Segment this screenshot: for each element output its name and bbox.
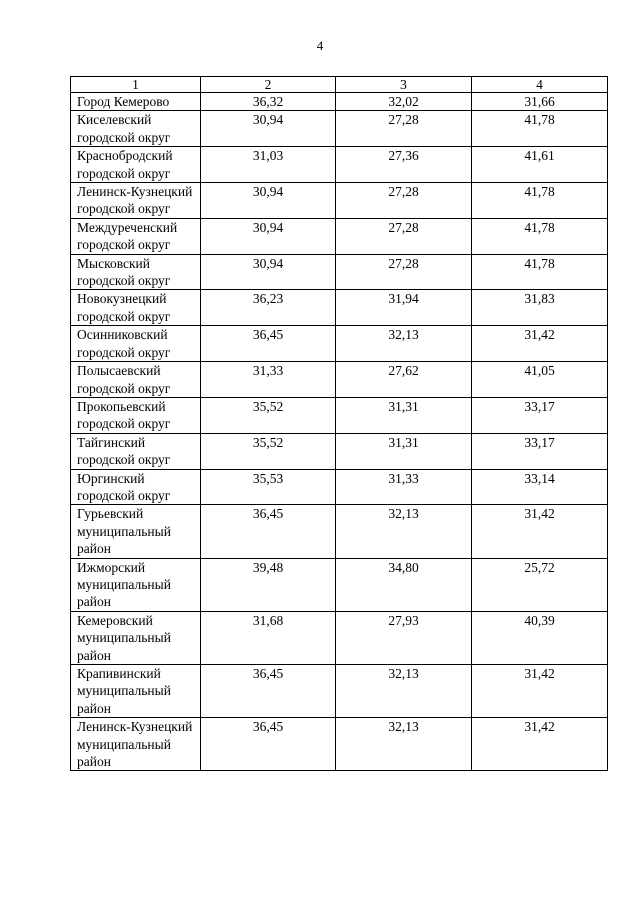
column-header: 1 (71, 77, 201, 93)
table-row (71, 254, 608, 290)
data-table (70, 76, 608, 771)
table-row (71, 183, 608, 219)
row-value-cell-2: 31,33 (201, 362, 336, 398)
column-header: 4 (472, 77, 608, 93)
table-row (71, 665, 608, 718)
row-value-cell-2: 30,94 (201, 254, 336, 290)
row-value-cell-3: 32,13 (336, 718, 472, 771)
row-value-cell-3: 27,93 (336, 611, 472, 664)
row-value-cell-3: 34,80 (336, 558, 472, 611)
row-value-cell-2: 31,68 (201, 611, 336, 664)
row-value-cell-4: 31,83 (472, 290, 608, 326)
row-name-cell: Киселевский городской округ (71, 111, 201, 147)
row-value-cell-4: 41,78 (472, 111, 608, 147)
table-row (71, 218, 608, 254)
row-name-cell: Крапивинский муниципальный район (71, 665, 201, 718)
row-value-cell-2: 30,94 (201, 218, 336, 254)
row-value-cell-2: 36,23 (201, 290, 336, 326)
row-value-cell-2: 36,45 (201, 718, 336, 771)
table-row (71, 433, 608, 469)
row-value-cell-2: 36,45 (201, 505, 336, 558)
table-row (71, 469, 608, 505)
row-value-cell-3: 27,28 (336, 111, 472, 147)
row-value-cell-3: 27,28 (336, 254, 472, 290)
row-name-cell: Ленинск-Кузнецкий городской округ (71, 183, 201, 219)
row-name-cell: Мысковский городской округ (71, 254, 201, 290)
row-value-cell-4: 31,42 (472, 326, 608, 362)
row-value-cell-3: 27,36 (336, 147, 472, 183)
table-row (71, 290, 608, 326)
table-row (71, 505, 608, 558)
row-value-cell-3: 31,31 (336, 433, 472, 469)
row-value-cell-4: 41,78 (472, 218, 608, 254)
row-value-cell-4: 41,05 (472, 362, 608, 398)
row-name-cell: Ленинск-Кузнецкий муниципальный район (71, 718, 201, 771)
table-row (71, 93, 608, 111)
column-header: 2 (201, 77, 336, 93)
row-value-cell-3: 31,33 (336, 469, 472, 505)
row-value-cell-3: 32,13 (336, 326, 472, 362)
row-value-cell-4: 41,78 (472, 254, 608, 290)
row-value-cell-3: 27,28 (336, 183, 472, 219)
row-name-cell: Краснобродский городской округ (71, 147, 201, 183)
table-row (71, 611, 608, 664)
row-value-cell-3: 31,31 (336, 397, 472, 433)
row-name-cell: Прокопьевский городской округ (71, 397, 201, 433)
row-name-cell: Новокузнецкий городской округ (71, 290, 201, 326)
row-name-cell: Полысаевский городской округ (71, 362, 201, 398)
row-value-cell-2: 31,03 (201, 147, 336, 183)
row-value-cell-4: 33,14 (472, 469, 608, 505)
table-row (71, 397, 608, 433)
row-name-cell: Город Кемерово (71, 93, 201, 111)
row-value-cell-2: 35,52 (201, 397, 336, 433)
row-value-cell-4: 31,42 (472, 665, 608, 718)
row-value-cell-2: 36,32 (201, 93, 336, 111)
page-number: 4 (316, 38, 324, 53)
row-value-cell-4: 40,39 (472, 611, 608, 664)
row-name-cell: Тайгинский городской округ (71, 433, 201, 469)
row-name-cell: Осинниковский городской округ (71, 326, 201, 362)
table-header-row (71, 77, 608, 93)
row-value-cell-2: 30,94 (201, 111, 336, 147)
table-row (71, 147, 608, 183)
row-value-cell-4: 31,42 (472, 718, 608, 771)
row-value-cell-4: 31,42 (472, 505, 608, 558)
row-value-cell-2: 36,45 (201, 326, 336, 362)
table-body (71, 77, 608, 771)
row-value-cell-3: 31,94 (336, 290, 472, 326)
row-value-cell-3: 27,28 (336, 218, 472, 254)
row-value-cell-2: 39,48 (201, 558, 336, 611)
table-row (71, 362, 608, 398)
row-name-cell: Юргинский городской округ (71, 469, 201, 505)
row-value-cell-2: 36,45 (201, 665, 336, 718)
row-name-cell: Кемеровский муниципальный район (71, 611, 201, 664)
row-value-cell-4: 31,66 (472, 93, 608, 111)
row-value-cell-3: 32,13 (336, 505, 472, 558)
row-value-cell-2: 35,52 (201, 433, 336, 469)
row-value-cell-4: 33,17 (472, 433, 608, 469)
column-header: 3 (336, 77, 472, 93)
row-value-cell-2: 30,94 (201, 183, 336, 219)
table-row (71, 326, 608, 362)
row-name-cell: Междуреченский городской округ (71, 218, 201, 254)
row-name-cell: Гурьевский муниципальный район (71, 505, 201, 558)
table-row (71, 558, 608, 611)
row-value-cell-4: 33,17 (472, 397, 608, 433)
row-value-cell-4: 41,78 (472, 183, 608, 219)
row-value-cell-3: 27,62 (336, 362, 472, 398)
table-row (71, 718, 608, 771)
row-value-cell-2: 35,53 (201, 469, 336, 505)
table-row (71, 111, 608, 147)
row-value-cell-4: 25,72 (472, 558, 608, 611)
row-value-cell-3: 32,02 (336, 93, 472, 111)
row-value-cell-4: 41,61 (472, 147, 608, 183)
row-value-cell-3: 32,13 (336, 665, 472, 718)
row-name-cell: Ижморский муниципальный район (71, 558, 201, 611)
